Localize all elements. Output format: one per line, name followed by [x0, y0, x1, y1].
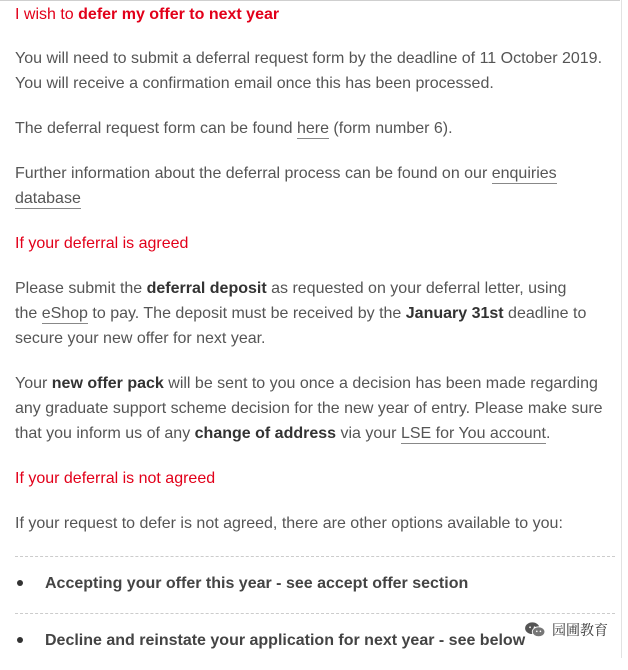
offer-text-a: Your — [15, 375, 52, 392]
info-paragraph — [15, 161, 615, 211]
offer-text-h: . — [545, 425, 551, 442]
top-divider — [0, 0, 620, 1]
info-line-2 — [15, 186, 615, 211]
agreed-heading-block — [15, 231, 615, 256]
deposit-line-3: secure your new offer for next year. — [15, 330, 266, 347]
agreed-heading: If your deferral is agreed — [15, 235, 189, 252]
deposit-text-g: deadline to — [503, 305, 587, 322]
form-text-post: (form number 6). — [328, 120, 453, 137]
bullet-icon — [17, 637, 23, 643]
option-accept-text: Accepting your offer this year - see accept offer section — [45, 575, 469, 592]
form-here-link[interactable]: here — [296, 120, 329, 137]
deposit-text-d: the — [15, 305, 42, 322]
options-list — [15, 556, 615, 670]
not-agreed-heading-block — [15, 466, 615, 491]
offer-text-g: via your — [336, 425, 401, 442]
database-link[interactable]: database — [15, 190, 81, 207]
offer-line-2: any graduate support scheme decision for the new year of entry. Please make sure — [15, 400, 603, 417]
section-title — [15, 2, 615, 27]
section-title-block — [15, 2, 615, 27]
offer-text-c: will be sent to you once a decision has been made regarding — [163, 375, 598, 392]
lse-for-you-link[interactable]: LSE for You account — [400, 425, 546, 442]
deposit-line-2 — [15, 301, 615, 326]
right-divider — [621, 0, 622, 658]
address-emphasis: change of address — [194, 425, 337, 442]
deadline-line-1: You will need to submit a deferral request form by the deadline of 11 October 2019. — [15, 50, 603, 67]
offer-line-3 — [15, 421, 615, 446]
options-intro: If your request to defer is not agreed, there are other options available to you: — [15, 515, 563, 532]
deposit-text-e: to pay. The deposit must be received by the — [87, 305, 406, 322]
section-title-emphasis: defer my offer to next year — [78, 6, 280, 23]
offer-pack-paragraph — [15, 371, 615, 446]
offer-line-1 — [15, 371, 615, 396]
wechat-icon — [524, 621, 546, 639]
enquiries-link[interactable]: enquiries — [491, 165, 557, 182]
bullet-icon — [17, 580, 23, 586]
deadline-paragraph — [15, 46, 615, 96]
section-title-prefix: I wish to — [15, 6, 79, 23]
offer-pack-emphasis: new offer pack — [51, 375, 164, 392]
list-item — [15, 556, 615, 613]
deposit-paragraph — [15, 276, 615, 351]
deadline-emphasis: January 31st — [405, 305, 504, 322]
watermark-text: 园圃教育 — [552, 623, 608, 639]
form-text — [15, 116, 615, 141]
info-line-1 — [15, 161, 615, 186]
not-agreed-heading: If your deferral is not agreed — [15, 470, 216, 487]
deposit-emphasis: deferral deposit — [146, 280, 267, 297]
form-text-pre: The deferral request form can be found — [15, 120, 297, 137]
offer-text-e: that you inform us of any — [15, 425, 195, 442]
watermark — [524, 620, 608, 640]
info-text: Further information about the deferral process can be found on our — [15, 165, 492, 182]
deposit-line-1 — [15, 276, 615, 301]
options-intro-block — [15, 511, 615, 536]
deposit-text-a: Please submit the — [15, 280, 147, 297]
deposit-text-c: as requested on your deferral letter, using — [266, 280, 567, 297]
form-paragraph — [15, 116, 615, 141]
eshop-link[interactable]: eShop — [41, 305, 88, 322]
deadline-line-2: You will receive a confirmation email once this has been processed. — [15, 75, 494, 92]
option-decline-text: Decline and reinstate your application for next year - see below — [45, 632, 526, 649]
